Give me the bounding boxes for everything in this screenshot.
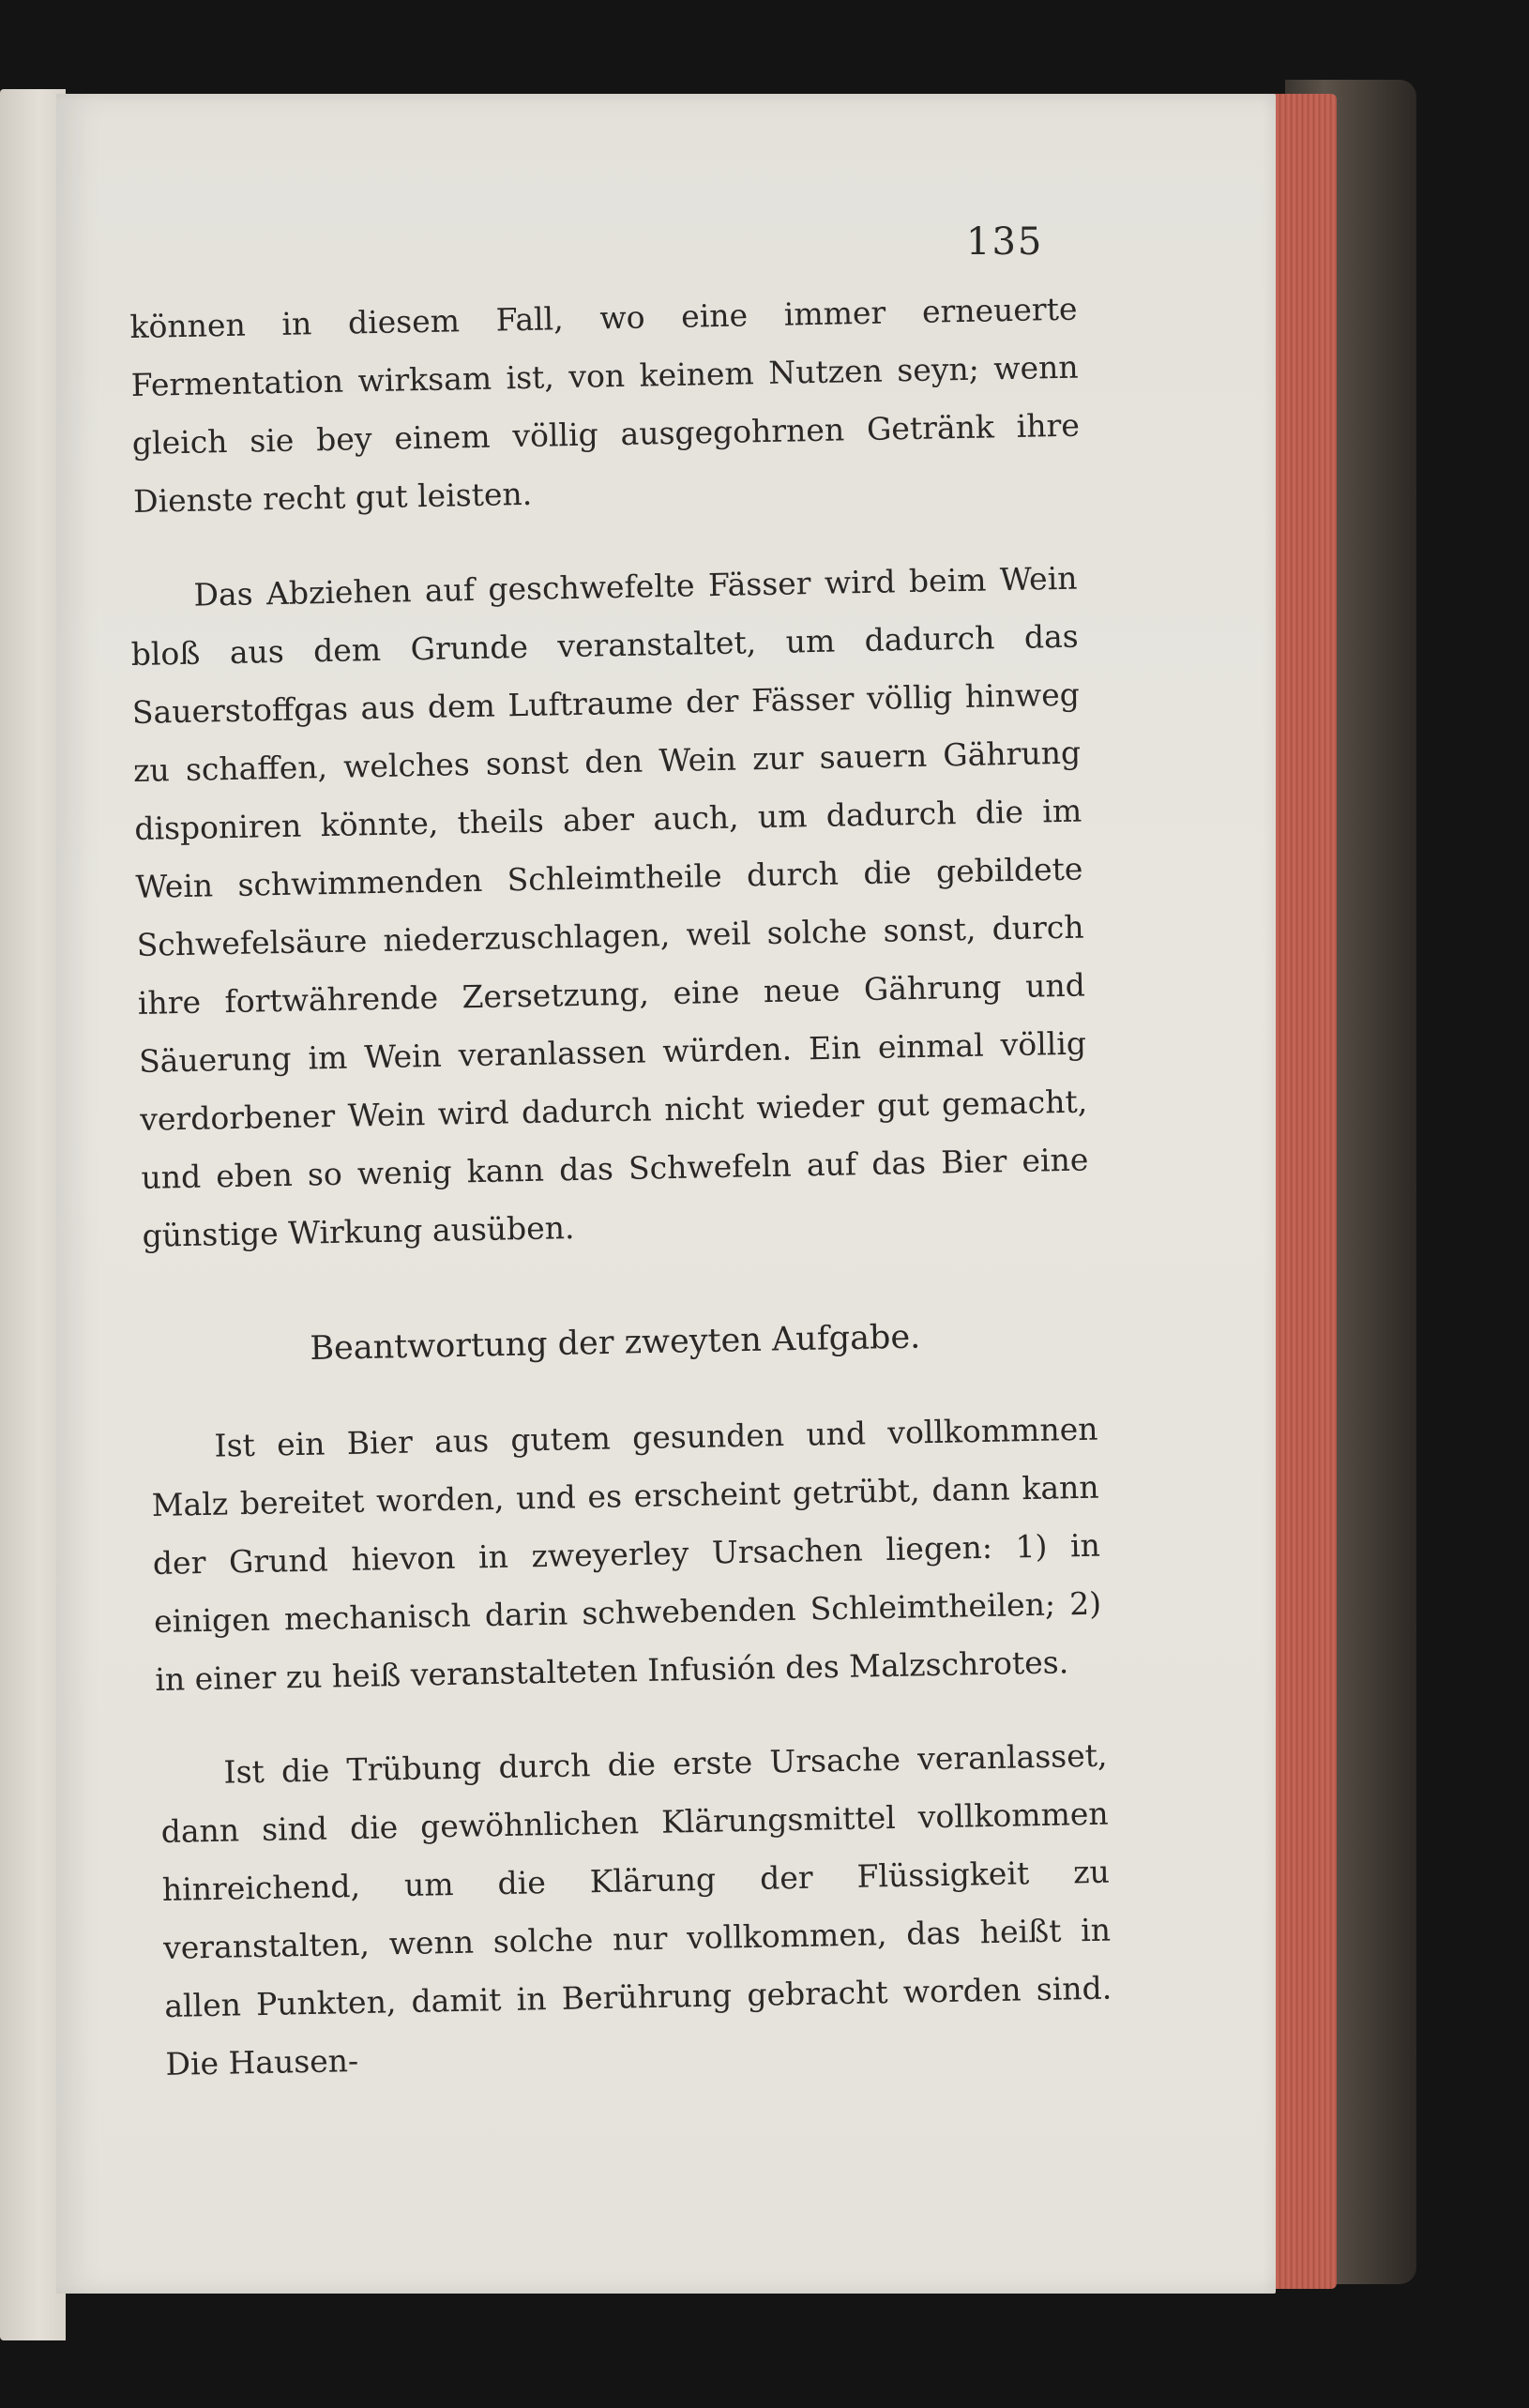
section-heading: Beantwortung der zweyten Aufgabe. (310, 1318, 921, 1368)
paragraph-2: Das Abziehen auf geschwefelte Fässer wird beim Wein bloß aus dem Grunde veranstaltet, um dadurch das Sauerstoffgas aus dem Luftraume der Fässer völlig hinweg zu schaffen, welches sonst den Wein zur sauern Gährung disponiren könnte, theils aber auch, um dadurch die im Wein schwimmenden Schleimtheile durch die gebildete Schwefelsäure niederzuschlagen, weil solche sonst, durch ihre fortwährende Zersetzung, eine neue Gährung und Säuerung im Wein veranlassen würden. Ein einmal völlig verdorbener Wein wird dadurch nicht wieder gut gemacht, und eben so wenig kann das Schwefeln auf das Bier eine günstige Wirkung ausüben. (130, 559, 1089, 1254)
paragraph-3: Ist ein Bier aus gutem gesunden und vollkommnen Malz bereitet worden, und es erscheint getrübt, dann kann der Grund hievon in zweyerley Ursachen liegen: 1) in einigen mechanisch darin schwebenden Schleimtheilen; 2) in einer zu heiß veranstalteten Infusión des Malzschrotes. (151, 1410, 1102, 1698)
paragraph-4: Ist die Trübung durch die erste Ursache veranlasset, dann sind die gewöhnlichen Klärungsmittel vollkommen hinreichend, um die Klärung der Flüssigkeit zu veranstalten, wenn solche nur vollkommen, das heißt in allen Punkten, damit in Berührung gebracht worden sind. Die Hausen- (160, 1736, 1113, 2082)
paragraph-1: können in diesem Fall, wo eine immer erneuerte Fermentation wirksam ist, von keinem Nutzen seyn; wenn gleich sie bey einem völlig ausgegohrnen Getränk ihre Dienste recht gut leisten. (129, 290, 1081, 520)
page-number: 135 (966, 220, 1044, 264)
